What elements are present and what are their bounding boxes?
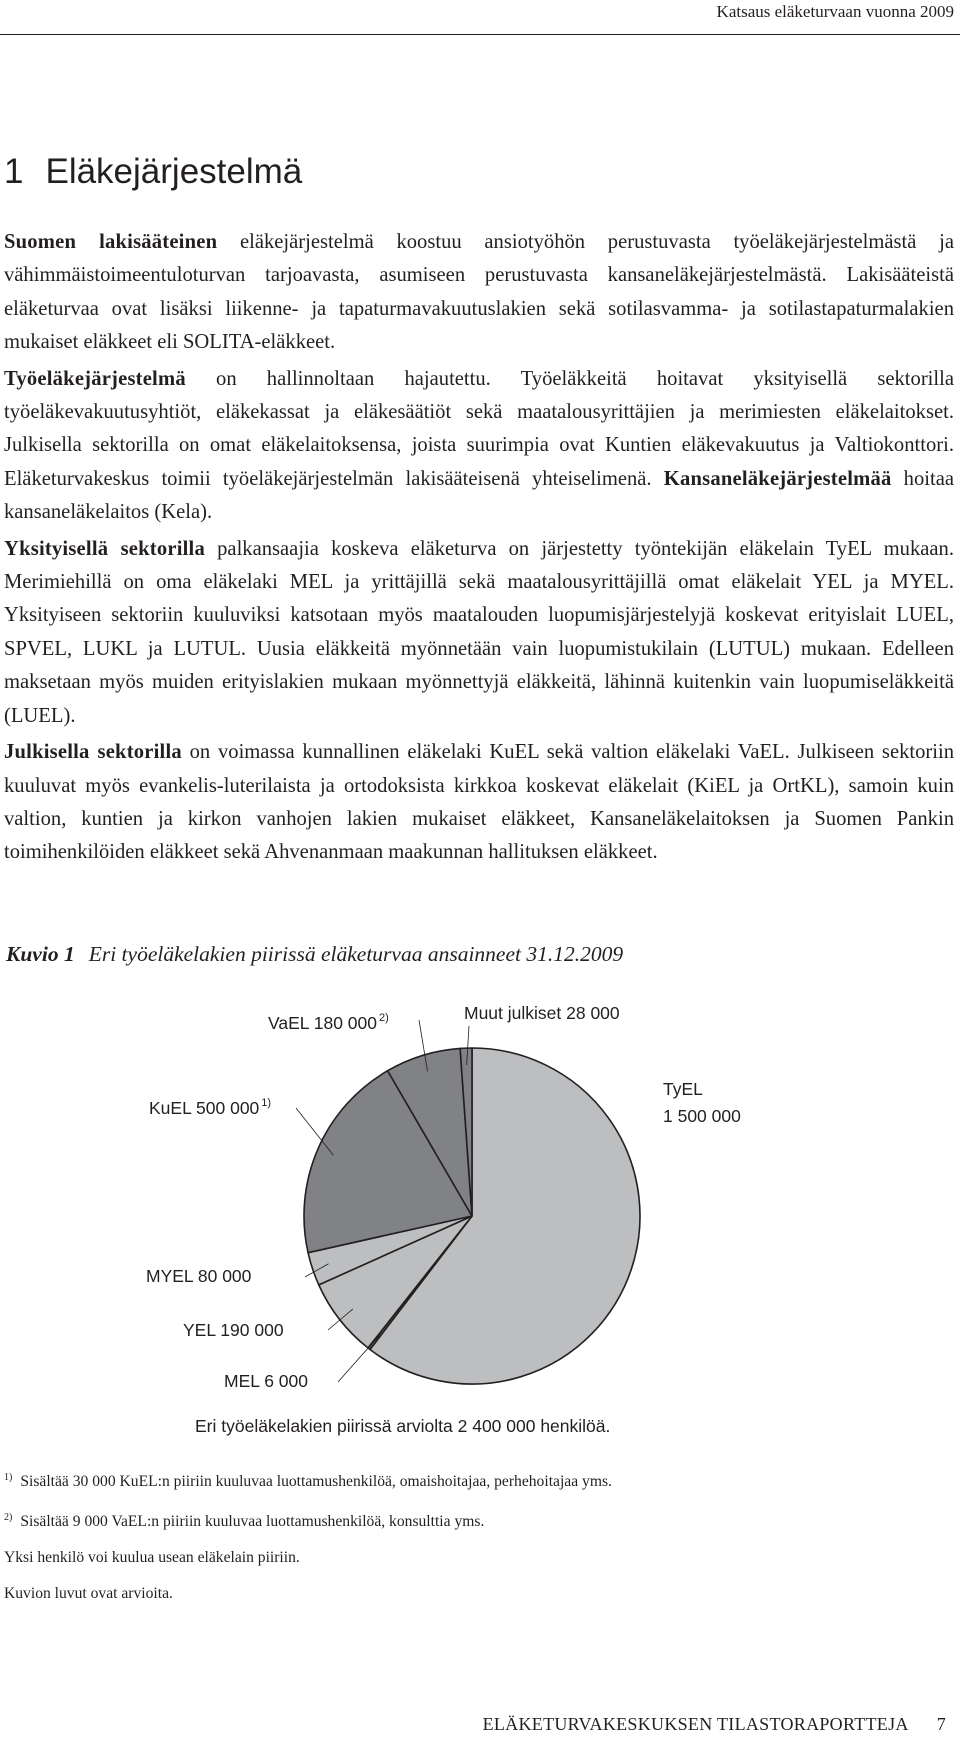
paragraph-text: on voimassa kunnallinen eläkelaki KuEL sekä valtion eläkelaki VaEL. Julkiseen sektoriin kuuluvat myös evankelis-luterilaista ja ortodoksista kirkkoa koskevat eläkelait (KiEL ja OrtKL), samoin kuin valtion, kuntien ja kirkon vanhojen lakien mukaiset eläkkeet, Kansaneläkelaitoksen ja Suomen Pankin toimihenkilöiden eläkkeet sekä Ahvenanmaan maakunnan hallituksen eläkkeet. (4, 741, 955, 864)
footnote-mark: 1) (4, 1472, 13, 1483)
paragraph-text: eläkejärjestelmä koostuu ansiotyöhön perustuvasta työeläkejärjestelmästä ja vähimmäistoimeentuloturvan tarjoavasta, asumiseen perustuvasta kansaneläkejärjestelmästä. Lakisääteistä eläketurvaa ovat lisäksi liikenne- ja tapaturmavakuutuslakien sekä sotilasvamma- ja sotilastapaturmalakien mukaiset eläkkeet eli SOLITA-eläkkeet. (4, 231, 955, 354)
paragraph (4, 363, 954, 530)
chapter-number: 1 (4, 152, 24, 191)
paragraph (4, 533, 954, 733)
chapter-title (4, 152, 302, 192)
paragraph-lead: Julkisella sektorilla (4, 741, 182, 764)
figure-label: Kuvio 1 (6, 942, 75, 966)
footnote (4, 1548, 612, 1568)
pie-label-vael: VaEL 180 000 (268, 1013, 377, 1033)
header-rule (0, 34, 960, 35)
pie-label-yel: YEL 190 000 (183, 1320, 284, 1340)
footer-series: ELÄKETURVAKESKUKSEN TILASTORAPORTTEJA (482, 1714, 909, 1734)
footnote-text: Yksi henkilö voi kuulua usean eläkelain piiriin. (4, 1549, 300, 1567)
pie-label-footnote-mark: 1) (261, 1097, 272, 1109)
figure-caption-text: Eri työeläkelakien piirissä eläketurvaa ansainneet 31.12.2009 (88, 942, 624, 966)
paragraph-text: hoitaa kansaneläkelaitos (Kela). (4, 467, 955, 524)
paragraph (4, 226, 954, 360)
paragraph-lead: Työeläkejärjestelmä (4, 367, 186, 390)
pie-label-value-tyel: 1 500 000 (663, 1106, 741, 1126)
footnote (4, 1584, 612, 1604)
pie-label-tyel: TyEL (663, 1079, 703, 1099)
footnotes (4, 1468, 612, 1620)
pie-total-note: Eri työeläkelakien piirissä arviolta 2 400 000 henkilöä. (195, 1416, 611, 1436)
pie-chart-area (0, 990, 960, 1455)
paragraph-lead: Suomen lakisääteinen (4, 231, 218, 253)
pie-label-myel: MYEL 80 000 (146, 1266, 252, 1286)
paragraph-lead: Yksityisellä sektorilla (4, 537, 205, 560)
footnote-text: Kuvion luvut ovat arvioita. (4, 1585, 173, 1603)
pie-label-mel: MEL 6 000 (224, 1371, 308, 1391)
chapter-title-text: Eläkejärjestelmä (45, 152, 303, 191)
pie-label-kuel: KuEL 500 000 (149, 1098, 260, 1118)
paragraph-text: palkansaajia koskeva eläketurva on järjestetty työntekijän eläkelain TyEL mukaan. Merimiehillä on oma eläkelaki MEL ja yrittäjillä sekä maatalousyrittäjillä omat eläkelait YEL ja MYEL. Yksityiseen sektoriin kuuluviksi katsotaan myös maatalouden luopumisjärjestelyjä koskevat erityislait LUEL, SPVEL, LUKL ja LUTUL. Uusia eläkkeitä myönnetään vain luopumistukilain (LUTUL) mukaan. Edelleen maksetaan myös muiden erityislakien mukaan myönnettyjä eläkkeitä, lähinnä kuitenkin vain luopumiseläkkeitä (LUEL). (4, 537, 954, 727)
paragraph-lead: Kansaneläkejärjestelmää (663, 467, 892, 490)
paragraph (4, 736, 954, 870)
page-number: 7 (936, 1714, 946, 1734)
footnote-text: Sisältää 30 000 KuEL:n piiriin kuuluvaa luottamushenkilöä, omaishoitajaa, perhehoitajaa yms. (20, 1473, 612, 1491)
pie-label-muut-julkiset: Muut julkiset 28 000 (464, 1003, 620, 1023)
pie-chart (0, 990, 960, 1450)
running-header: Katsaus eläketurvaan vuonna 2009 (716, 2, 954, 21)
footnote (4, 1468, 612, 1492)
paragraph-text: on hallinnoltaan hajautettu. Työeläkkeitä hoitavat yksityisellä sektorilla työeläkevakuutusyhtiöt, eläkekassat ja eläkesäätiöt sekä maatalousyrittäjien ja merimiesten eläkelaitokset. Julkisella sektorilla on omat eläkelaitoksensa, joista suurimpia ovat Kuntien eläkevakuutus ja Valtiokonttori. Eläketurvakeskus toimii työeläkejärjestelmän lakisääteisenä yhteiselimenä. (4, 367, 954, 490)
body-text (4, 226, 954, 870)
leader-line-mel (338, 1335, 379, 1382)
footnote-text: Sisältää 9 000 VaEL:n piiriin kuuluvaa luottamushenkilöä, konsulttia yms. (20, 1513, 485, 1531)
page-footer (483, 1714, 946, 1735)
pie-label-footnote-mark: 2) (378, 1012, 389, 1024)
footnote (4, 1508, 612, 1532)
footnote-mark: 2) (4, 1512, 13, 1524)
figure-caption (6, 942, 623, 967)
